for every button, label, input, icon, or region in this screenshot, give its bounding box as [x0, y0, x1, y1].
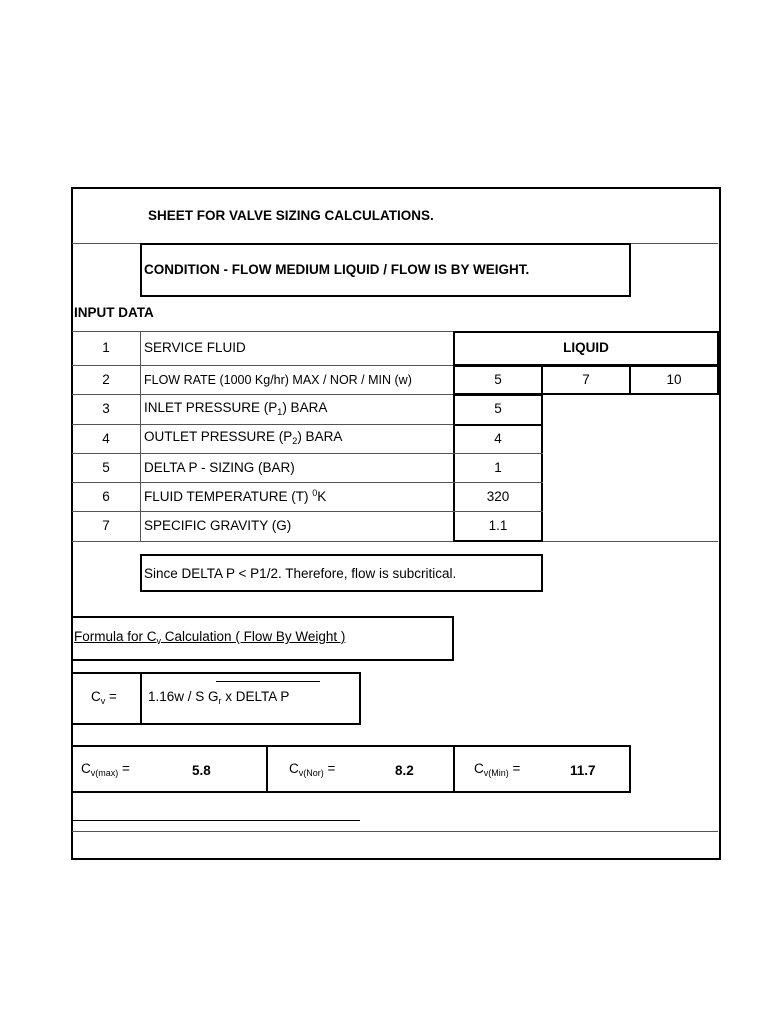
- cv-max-value: 5.8: [192, 763, 211, 778]
- signature-line: [72, 820, 360, 821]
- row-num: 2: [102, 372, 110, 387]
- cv-formula: 1.16w / S $G_r$ x DELTA P: [148, 689, 290, 706]
- cv-min-value: 11.7: [570, 763, 596, 778]
- cv-nor-value: 8.2: [395, 763, 414, 778]
- sqrt-overline: [216, 681, 320, 682]
- subcritical-note: Since DELTA P < P1/2. Therefore, flow is subcritical.: [144, 566, 457, 581]
- row-num: 4: [102, 431, 110, 446]
- delta-p-value: 1: [494, 460, 502, 475]
- service-fluid-value: LIQUID: [563, 340, 609, 355]
- input-data-heading: INPUT DATA: [74, 305, 154, 320]
- row-num: 6: [102, 489, 110, 504]
- inlet-pressure-label: INLET PRESSURE $(P_1)$ BARA: [144, 400, 328, 417]
- specific-gravity-value: 1.1: [488, 518, 508, 533]
- footer-divider: [72, 831, 718, 832]
- service-fluid-label: SERVICE FLUID: [144, 340, 246, 355]
- cv-max-label: $C_{v(max)}$ =: [81, 761, 130, 778]
- condition-text: CONDITION - FLOW MEDIUM LIQUID / FLOW IS BY WEIGHT.: [144, 262, 530, 277]
- specific-gravity-label: SPECIFIC GRAVITY (G): [144, 518, 292, 533]
- row-num: 7: [102, 518, 110, 533]
- row-num: 3: [102, 401, 110, 416]
- delta-p-label: DELTA P - SIZING (BAR): [144, 460, 295, 475]
- row-num: 5: [102, 460, 110, 475]
- inlet-pressure-value: 5: [494, 401, 502, 416]
- flow-rate-max: 5: [494, 372, 502, 387]
- cv-nor-label: $C_{v(Nor)}$ =: [289, 761, 336, 778]
- fluid-temperature-value: 320: [486, 489, 510, 504]
- table-bottom-line: [72, 541, 718, 542]
- fluid-temperature-label: FLUID TEMPERATURE (T) $^0$K: [144, 488, 327, 504]
- sheet-title: SHEET FOR VALVE SIZING CALCULATIONS.: [148, 208, 434, 223]
- flow-rate-min: 10: [666, 372, 682, 387]
- flow-rate-label: FLOW RATE (1000 Kg/hr) MAX / NOR / MIN (w): [144, 373, 412, 387]
- flow-rate-nor: 7: [582, 372, 590, 387]
- row-num: 1: [102, 340, 110, 355]
- outlet-pressure-value: 4: [494, 431, 502, 446]
- cv-lhs: $C_v$ =: [91, 689, 117, 706]
- outlet-pressure-label: OUTLET PRESSURE $(P_2)$ BARA: [144, 429, 343, 446]
- cv-min-label: $C_{v(Min)}$ =: [474, 761, 521, 778]
- formula-heading: Formula for $C_v$ Calculation ( Flow By Weight ): [74, 629, 346, 646]
